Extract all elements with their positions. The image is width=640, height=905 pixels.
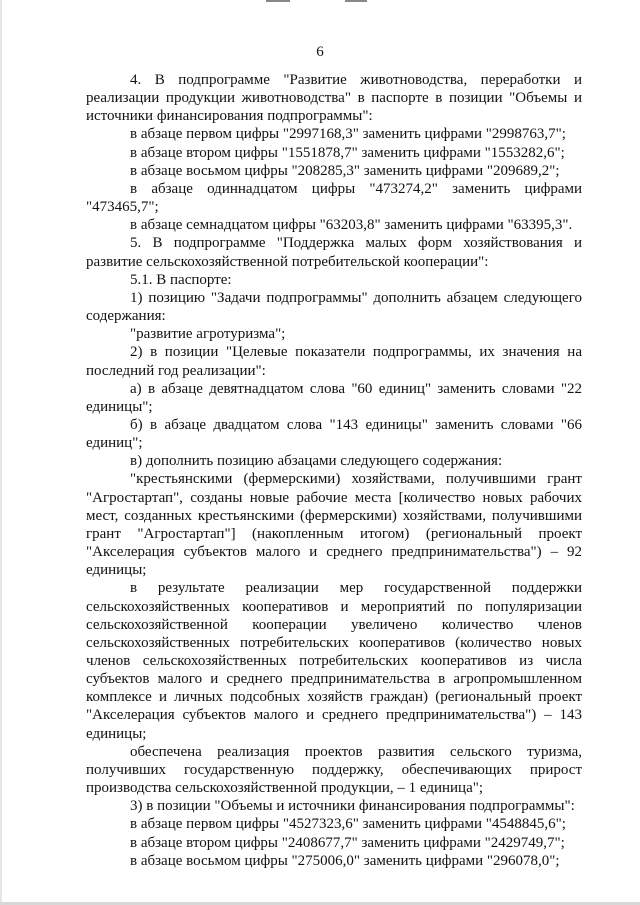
paragraph-amendment: в абзаце втором цифры "1551878,7" заменить цифрами "1553282,6";: [130, 144, 565, 161]
page-number: 6: [316, 44, 324, 60]
document-body: [86, 71, 582, 870]
paragraph-item-4: 4. В подпрограмме "Развитие животноводства, переработки и реализации продукции животноводства" в паспорте в позиции "Объемы и источники финансирования подпрограммы":: [86, 72, 582, 125]
scan-mark: [266, 0, 290, 2]
paragraph-amendment: в абзаце одиннадцатом цифры "473274,2" заменить цифрами "473465,7";: [86, 180, 582, 216]
paragraph-subitem: 5.1. В паспорте:: [130, 271, 232, 288]
paragraph-amendment: в абзаце восьмом цифры "275006,0" заменить цифрами "296078,0";: [130, 852, 560, 869]
paragraph-amendment: б) в абзаце двадцатом слова "143 единицы" заменить словами "66 единиц";: [86, 416, 582, 452]
paragraph-amendment: в абзаце первом цифры "4527323,6" заменить цифрами "4548845,6";: [130, 816, 566, 833]
paragraph-amendment: в абзаце восьмом цифры "208285,3" заменить цифрами "209689,2";: [130, 162, 560, 179]
paragraph-amendment: в) дополнить позицию абзацами следующего содержания:: [130, 453, 503, 470]
paragraph-subitem: 3) в позиции "Объемы и источники финансирования подпрограммы":: [130, 798, 575, 815]
paragraph-amendment: в абзаце семнадцатом цифры "63203,8" заменить цифрами "63395,3".: [130, 217, 573, 234]
paragraph-amendment: а) в абзаце девятнадцатом слова "60 единиц" заменить словами "22 единицы";: [86, 380, 582, 415]
paragraph-quote: в результате реализации мер государственной поддержки сельскохозяйственных кооперативов и мероприятий по популяризации сельскохозяйственной кооперации увеличено количество членов сельскохозяйственных потребительских кооперативов (количество новых членов сельскохозяйственных потребительских кооперативов из числа субъектов малого и среднего предпринимательства в агропромышленном комплексе и личных подсобных хозяйств граждан) (региональный проект "Акселерация субъектов малого и среднего предпринимательства") – 143 единицы;: [86, 580, 582, 742]
paragraph-subitem: 2) в позиции "Целевые показатели подпрограммы, их значения на последний год реализации":: [86, 344, 582, 379]
scan-mark: [345, 0, 367, 2]
paragraph-amendment: в абзаце втором цифры "2408677,7" заменить цифрами "2429749,7";: [130, 834, 565, 851]
scan-edge: [0, 0, 2, 905]
paragraph-quote: "крестьянскими (фермерскими) хозяйствами, получившими грант "Агростартап", созданы новые рабочие места [количество новых рабочих мест, созданных крестьянскими (фермерскими) хозяйствами, получившими грант "Агростартап"] (накопленным итогом) (региональный проект "Акселерация субъектов малого и среднего предпринимательства") – 92 единицы;: [86, 471, 582, 579]
paragraph-item-5: 5. В подпрограмме "Поддержка малых форм хозяйствования и развитие сельскохозяйственной потребительской кооперации":: [86, 235, 582, 270]
paragraph-quote: обеспечена реализация проектов развития сельского туризма, получивших государственную поддержку, обеспечивающих прирост производства сельскохозяйственной продукции, – 1 единица";: [86, 743, 582, 797]
paragraph-amendment: в абзаце первом цифры "2997168,3" заменить цифрами "2998763,7";: [130, 126, 566, 143]
paragraph-quote: "развитие агротуризма";: [130, 326, 286, 343]
paragraph-subitem: 1) позицию "Задачи подпрограммы" дополнить абзацем следующего содержания:: [86, 289, 582, 325]
